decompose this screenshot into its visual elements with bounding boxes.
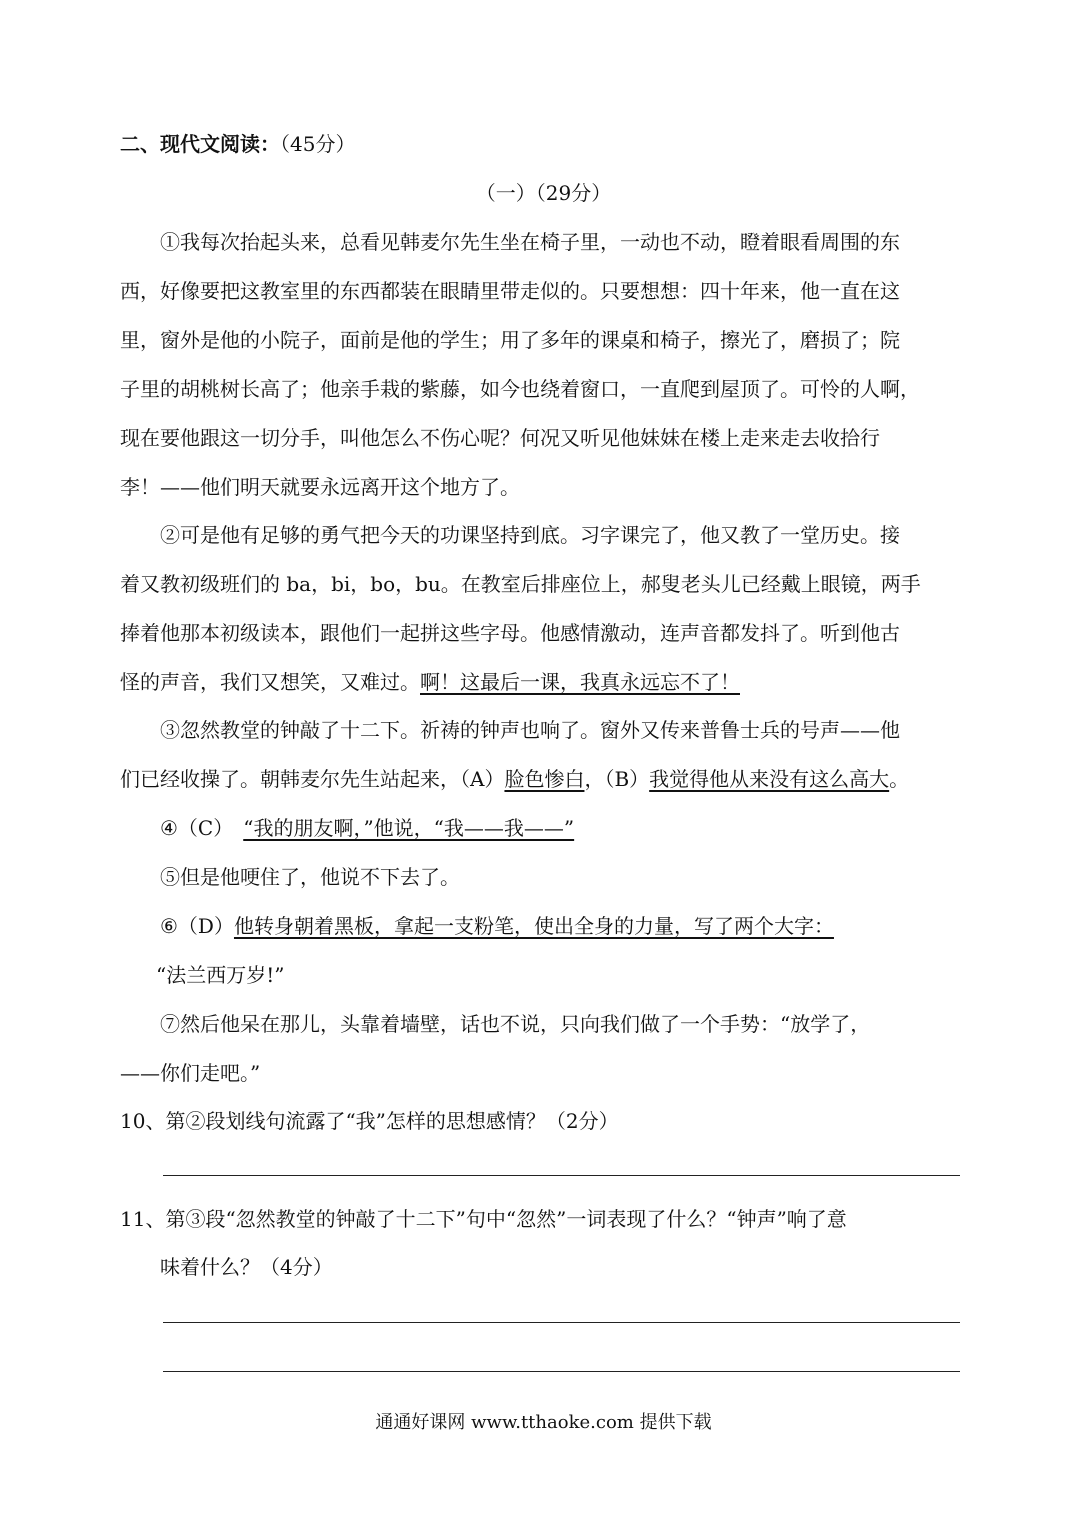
part-title: （一）（29分） xyxy=(475,181,612,205)
paragraph-3-line xyxy=(120,766,970,792)
answer-line-q11[interactable] xyxy=(163,1322,960,1323)
paragraph-1-line: 里，窗外是他的小院子，面前是他的学生；用了多年的课桌和椅子，擦光了，磨损了；院 xyxy=(120,328,900,352)
answer-line-q11[interactable] xyxy=(163,1371,960,1372)
question-10: 10、第②段划线句流露了“我”怎样的思想感情？（2分） xyxy=(120,1109,619,1133)
page-footer: 通通好课网 www.tthaoke.com 提供下载 xyxy=(375,1412,712,1433)
paragraph-1-line: 子里的胡桃树长高了；他亲手栽的紫藤，如今也绕着窗口，一直爬到屋顶了。可怜的人啊， xyxy=(120,377,920,401)
paragraph-4-label: ④（C） xyxy=(160,816,234,840)
question-11-line: 味着什么？（4分） xyxy=(160,1255,333,1279)
paragraph-6-quote: “法兰西万岁!” xyxy=(156,963,285,987)
paragraph-7-line: ——你们走吧。” xyxy=(120,1061,261,1085)
underlined-phrase-b: 我觉得他从来没有这么高大 xyxy=(649,767,890,791)
paragraph-2-line: ②可是他有足够的勇气把今天的功课坚持到底。习字课完了，他又教了一堂历史。接 xyxy=(160,523,900,547)
paragraph-2-line: 着又教初级班们的 ba，bi，bo，bu。在教室后排座位上，郝叟老头儿已经戴上眼镜，两手 xyxy=(120,572,921,596)
paragraph-3-text: 们已经收操了。朝韩麦尔先生站起来，（A） xyxy=(120,767,505,791)
underlined-phrase-c: “我的朋友啊，”他说，“我——我——” xyxy=(243,816,575,840)
paragraph-3-text: 。 xyxy=(889,767,910,791)
paragraph-1-line: 西，好像要把这教室里的东西都装在眼睛里带走似的。只要想想：四十年来，他一直在这 xyxy=(120,279,900,303)
paragraph-1-line: 现在要他跟这一切分手，叫他怎么不伤心呢？何况又听见他妹妹在楼上走来走去收拾行 xyxy=(120,426,880,450)
paragraph-2-line: 捧着他那本初级读本，跟他们一起拼这些字母。他感情激动，连声音都发抖了。听到他古 xyxy=(120,621,900,645)
section-title: 二、现代文阅读： xyxy=(120,132,280,156)
paragraph-5-line: ⑤但是他哽住了，他说不下去了。 xyxy=(160,865,460,889)
paragraph-3-line: ③忽然教堂的钟敲了十二下。祈祷的钟声也响了。窗外又传来普鲁士兵的号声——他 xyxy=(160,718,900,742)
paragraph-1-line: ①我每次抬起头来，总看见韩麦尔先生坐在椅子里，一动也不动，瞪着眼看周围的东 xyxy=(160,230,900,254)
paragraph-3-text: ，（B） xyxy=(584,767,650,791)
underlined-phrase-a: 脸色惨白 xyxy=(504,767,585,791)
paragraph-6-label: ⑥（D） xyxy=(160,914,234,938)
paragraph-6-line xyxy=(160,913,970,939)
paragraph-1-line: 李！——他们明天就要永远离开这个地方了。 xyxy=(120,475,520,499)
underlined-sentence: 啊！这最后一课，我真永远忘不了！ xyxy=(420,670,740,694)
section-heading xyxy=(120,131,970,157)
underlined-phrase-d: 他转身朝着黑板，拿起一支粉笔，使出全身的力量，写了两个大字： xyxy=(233,914,834,938)
question-11-line: 11、第③段“忽然教堂的钟敲了十二下”句中“忽然”一词表现了什么？“钟声”响了意 xyxy=(120,1207,847,1231)
paragraph-2-text: 怪的声音，我们又想笑，又难过。 xyxy=(120,670,420,694)
paragraph-7-line: ⑦然后他呆在那儿，头靠着墙壁，话也不说，只向我们做了一个手势：“放学了， xyxy=(160,1012,871,1036)
paragraph-4-line xyxy=(160,815,970,841)
section-score: （45分） xyxy=(280,132,356,156)
paragraph-2-line xyxy=(120,669,970,695)
answer-line-q10[interactable] xyxy=(163,1175,960,1176)
